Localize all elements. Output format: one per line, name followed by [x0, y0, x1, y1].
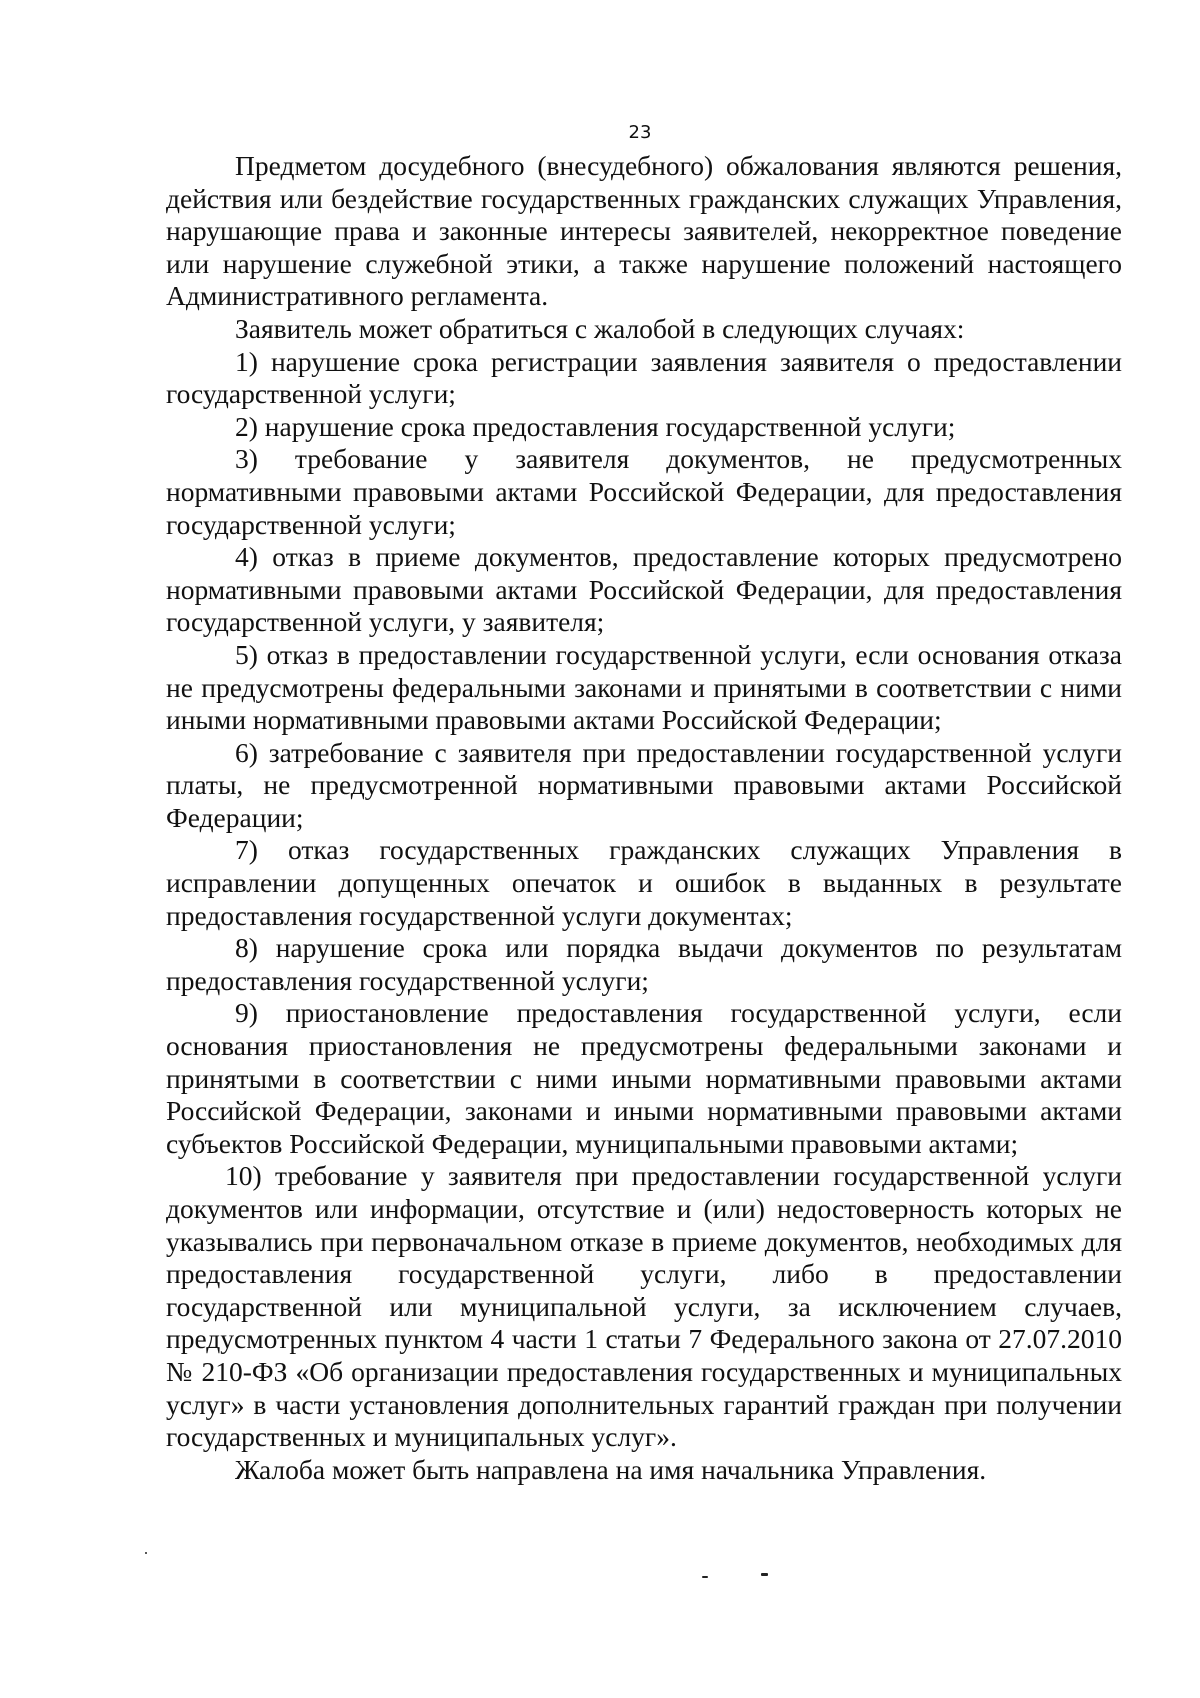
- scan-speck: [761, 1573, 768, 1576]
- list-item-9: 9) приостановление предоставления государственной услуги, если основания приостановления не предусмотрены федеральными законами и принятыми в соответствии с ними иными нормативными правовыми актами Российской Федерации, законами и иными нормативными правовыми актами субъектов Российской Федерации, муниципальными правовыми актами;: [166, 997, 1122, 1159]
- list-item-5: 5) отказ в предоставлении государственной услуги, если основания отказа не предусмотрены федеральными законами и принятыми в соответствии с ними иными нормативными правовыми актами Российской Федерации;: [166, 638, 1122, 736]
- scan-speck: [702, 1576, 708, 1578]
- list-item-8: 8) нарушение срока или порядка выдачи документов по результатам предоставления государственной услуги;: [166, 932, 1122, 996]
- list-item-1: 1) нарушение срока регистрации заявления заявителя о предоставлении государственной услуги;: [166, 345, 1122, 410]
- list-item-7: 7) отказ государственных гражданских служащих Управления в исправлении допущенных опечаток и ошибок в выданных в результате предоставления государственной услуги документах;: [166, 834, 1122, 931]
- list-item-10: 10) требование у заявителя при предоставлении государственной услуги документов или информации, отсутствие и (или) недостоверность которых не указывались при первоначальном отказе в приеме документов, необходимых для предоставления государственной услуги, либо в предоставлении государственной или муниципальной услуги, за исключением случаев, предусмотренных пунктом 4 части 1 статьи 7 Федерального закона от 27.07.2010 № 210-ФЗ «Об организации предоставления государственных и муниципальных услуг» в части установления дополнительных гарантий граждан при получении государственных и муниципальных услуг».: [166, 1160, 1122, 1453]
- list-item-3: 3) требование у заявителя документов, не предусмотренных нормативными правовыми актами Российской Федерации, для предоставления государственной услуги;: [166, 443, 1122, 540]
- list-item-6: 6) затребование с заявителя при предоставлении государственной услуги платы, не предусмотренной нормативными правовыми актами Российской Федерации;: [166, 736, 1122, 833]
- paragraph-subject-of-appeal: Предметом досудебного (внесудебного) обжалования являются решения, действия или бездействие государственных гражданских служащих Управления, нарушающие права и законные интересы заявителей, некорректное поведение или нарушение служебной этики, а также нарушение положений настоящего Административного регламента.: [166, 150, 1122, 312]
- page-number: 23: [628, 122, 652, 143]
- list-item-2: 2) нарушение срока предоставления государственной услуги;: [235, 410, 956, 442]
- paragraph-complaint-cases-intro: Заявитель может обратиться с жалобой в следующих случаях:: [235, 312, 965, 344]
- scan-speck: [145, 1552, 147, 1554]
- paragraph-complaint-addressee: Жалоба может быть направлена на имя начальника Управления.: [235, 1453, 987, 1485]
- document-body: [166, 150, 1122, 1486]
- list-item-4: 4) отказ в приеме документов, предоставление которых предусмотрено нормативными правовыми актами Российской Федерации, для предоставления государственной услуги, у заявителя;: [166, 541, 1122, 638]
